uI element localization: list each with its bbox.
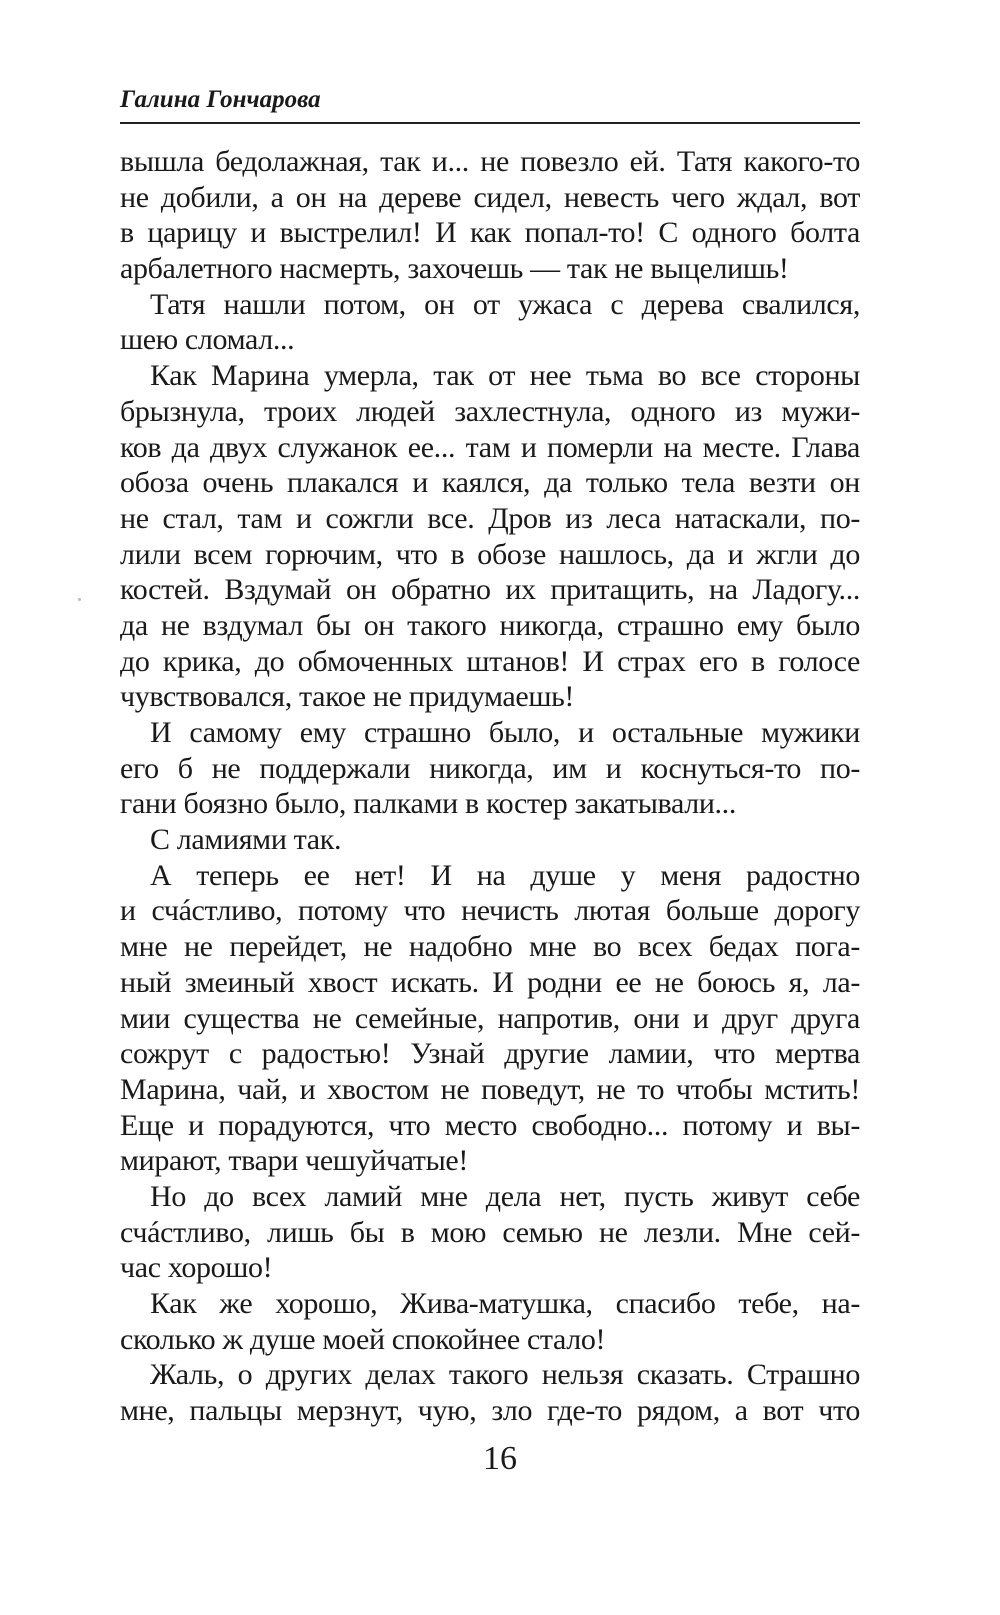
- text-line: и счáстливо, потому что нечисть лютая больше дорогу: [120, 894, 860, 928]
- text-line: арбалетного насмерть, захочешь — так не выцелишь!: [120, 252, 789, 286]
- text-line: Татя нашли потом, он от ужаса с дерева свалился,: [150, 287, 860, 321]
- text-line: его б не поддержали никогда, им и коснуться-то по-: [120, 751, 860, 785]
- text-line: Как Марина умерла, так от нее тьма во все стороны: [150, 359, 860, 393]
- text-line: счáстливо, лишь бы в мою семью не лезли. Мне сей-: [120, 1215, 860, 1249]
- text-line: ков да двух служанок ее... там и померли на месте. Глава: [120, 430, 860, 464]
- text-line: мии существа не семейные, напротив, они и друг друга: [120, 1001, 860, 1035]
- text-line: гани боязно было, палками в костер закатывали...: [120, 787, 736, 821]
- text-line: Жаль, о других делах такого нельзя сказать. Страшно: [150, 1358, 860, 1392]
- text-line: Как же хорошо, Жива-матушка, спасибо тебе, на-: [150, 1287, 860, 1320]
- text-line: С ламиями так.: [150, 823, 342, 857]
- text-line: до крика, до обмоченных штанов! И страх его в голосе: [120, 644, 860, 678]
- text-line: брызнула, троих людей захлестнула, одного из мужи-: [120, 394, 860, 428]
- text-line: сколько ж душе моей спокойнее стало!: [120, 1322, 606, 1356]
- text-line: Марина, чай, и хвостом не поведут, не то чтобы мстить!: [120, 1072, 860, 1106]
- text-line: сожрут с радостью! Узнай другие ламии, что мертва: [120, 1037, 860, 1071]
- author-name: Галина Гончарова: [120, 86, 321, 113]
- text-line: чувствовался, такое не придумаешь!: [120, 680, 575, 714]
- text-line: лили всем горючим, что в обозе нашлось, да и жгли до: [120, 537, 860, 571]
- text-line: шею сломал...: [120, 323, 295, 357]
- text-line: не стал, там и сожгли все. Дров из леса натаскали, по-: [120, 501, 860, 535]
- text-line: И самому ему страшно было, и остальные мужики: [150, 716, 860, 749]
- margin-speck: [78, 598, 81, 601]
- text-line: ный змеиный хвост искать. И родни ее не боюсь я, ла-: [120, 965, 860, 999]
- text-line: обоза очень плакался и каялся, да только тела везти он: [120, 466, 860, 500]
- running-head: [120, 82, 860, 124]
- text-line: мирают, твари чешуйчатые!: [120, 1144, 468, 1178]
- text-line: мне не перейдет, не надобно мне во всех бедах пога-: [120, 930, 860, 964]
- text-line: не добили, а он на дереве сидел, невесть чего ждал, вот: [120, 180, 860, 214]
- text-line: в царицу и выстрелил! И как попал-то! С одного болта: [120, 216, 860, 250]
- text-line: А теперь ее нет! И на душе у меня радостно: [150, 858, 860, 892]
- text-line: да не вздумал бы он такого никогда, страшно ему было: [120, 608, 860, 642]
- page-number: 16: [483, 1440, 517, 1477]
- text-line: костей. Вздумай он обратно их притащить, на Ладогу...: [120, 573, 860, 607]
- text-line: Но до всех ламий мне дела нет, пусть живут себе: [150, 1179, 860, 1213]
- text-line: час хорошо!: [120, 1251, 273, 1285]
- text-line: Еще и порадуются, что место свободно... потому и вы-: [120, 1108, 860, 1142]
- text-line: вышла бедолажная, так и... не повезло ей. Татя какого-то: [120, 145, 860, 178]
- text-line: мне, пальцы мерзнут, чую, зло где-то рядом, а вот что: [120, 1394, 860, 1428]
- body-text: [120, 144, 860, 1429]
